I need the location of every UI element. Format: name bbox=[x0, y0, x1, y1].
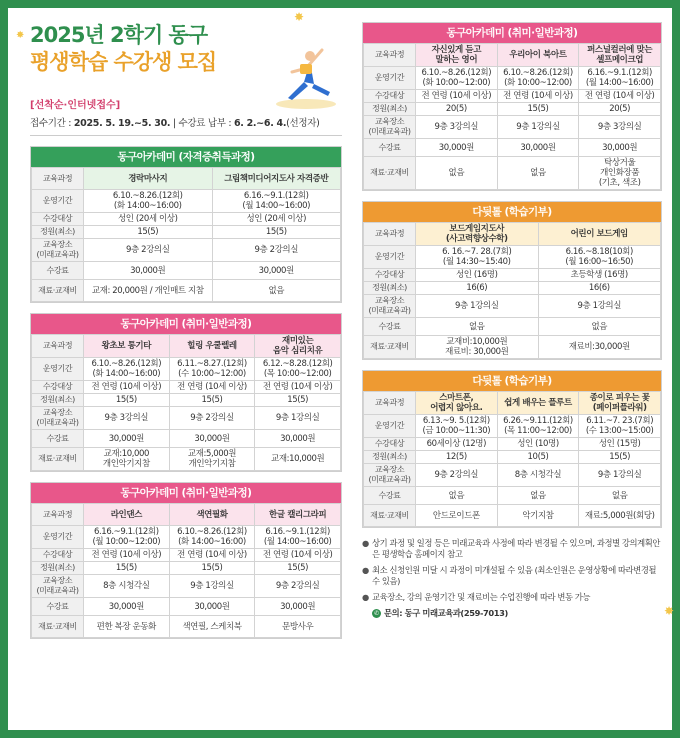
table-row bbox=[32, 598, 341, 616]
course-name: 보드게임지도사 (사고력향상수학) bbox=[416, 223, 539, 246]
table-row bbox=[364, 157, 661, 190]
table-row bbox=[32, 168, 341, 190]
table-cell: 15(5) bbox=[169, 394, 255, 407]
row-label: 교육장소 (미래교육과) bbox=[364, 464, 416, 487]
table-cell: 전 연령 (10세 이상) bbox=[579, 90, 661, 103]
table-cell: 6.10.~8.26.(12회) (화 14:00~16:00) bbox=[84, 358, 170, 381]
row-label: 교육과정 bbox=[364, 44, 416, 67]
table-cell: 15(5) bbox=[497, 103, 579, 116]
contact-line: ✆ 문의: 동구 미래교육과(259-7013) bbox=[362, 608, 662, 619]
row-label: 교육장소 (미래교육과) bbox=[32, 239, 84, 262]
table-cell: 15(5) bbox=[84, 226, 213, 239]
table-row bbox=[32, 562, 341, 575]
course-name: 그림책미디어지도사 자격증반 bbox=[212, 168, 341, 190]
row-label: 정원(최소) bbox=[364, 282, 416, 295]
table-row bbox=[364, 392, 661, 415]
row-label: 재료·교재비 bbox=[32, 616, 84, 638]
table-cell: 30,000원 bbox=[84, 598, 170, 616]
table-cell: 탁상거울 개인화장품 (기초, 색조) bbox=[579, 157, 661, 190]
table-cell: 9층 1강의실 bbox=[579, 464, 661, 487]
table-cell: 6.10.~8.26.(12회) (화 10:00~12:00) bbox=[416, 67, 498, 90]
table-row bbox=[364, 415, 661, 438]
table-cell: 8층 시청각실 bbox=[84, 575, 170, 598]
table-row bbox=[32, 239, 341, 262]
table-cell: 15(5) bbox=[169, 562, 255, 575]
table-cell: 15(5) bbox=[255, 562, 341, 575]
course-name: 힐링 우쿨렐레 bbox=[169, 335, 255, 358]
table-cell: 6.16.~9.1.(12회) (월 14:00~16:00) bbox=[255, 526, 341, 549]
row-label: 교육과정 bbox=[32, 504, 84, 526]
table-row bbox=[364, 116, 661, 139]
section-title: 다뒷톨 (학습기부) bbox=[363, 371, 661, 391]
section-title: 동구아카데미 (취미·일반과정) bbox=[31, 483, 341, 503]
table-row bbox=[32, 335, 341, 358]
table-cell: 6.16.~9.1.(12회) (월 10:00~12:00) bbox=[84, 526, 170, 549]
table-cell: 6.16.~9.1.(12회) (월 14:00~16:00) bbox=[579, 67, 661, 90]
phone-icon: ✆ bbox=[372, 609, 381, 618]
section-card bbox=[362, 22, 662, 191]
row-label: 교육과정 bbox=[364, 392, 416, 415]
table-cell: 초등학생 (16명) bbox=[538, 269, 661, 282]
table-row bbox=[32, 381, 341, 394]
table-row bbox=[32, 549, 341, 562]
table-row bbox=[364, 464, 661, 487]
table-cell: 없음 bbox=[416, 318, 539, 336]
row-label: 운영기간 bbox=[32, 358, 84, 381]
row-label: 정원(최소) bbox=[32, 562, 84, 575]
row-label: 수강대상 bbox=[32, 381, 84, 394]
bullet-icon: ● bbox=[362, 592, 369, 602]
table-row bbox=[364, 44, 661, 67]
table-cell: 전 연령 (10세 이상) bbox=[255, 381, 341, 394]
row-label: 수강대상 bbox=[364, 269, 416, 282]
section-card bbox=[30, 313, 342, 472]
course-name: 색연필화 bbox=[169, 504, 255, 526]
row-label: 수강대상 bbox=[32, 213, 84, 226]
table-cell: 성인 (20세 이상) bbox=[212, 213, 341, 226]
course-name: 종이로 피우는 꽃 (페이퍼플라워) bbox=[579, 392, 661, 415]
course-name: 한글 캘리그라피 bbox=[255, 504, 341, 526]
table-row bbox=[364, 90, 661, 103]
table-row bbox=[32, 394, 341, 407]
section-title: 동구아카데미 (취미·일반과정) bbox=[363, 23, 661, 43]
course-name: 경락마사지 bbox=[84, 168, 213, 190]
course-name: 어린이 보드게임 bbox=[538, 223, 661, 246]
row-label: 운영기간 bbox=[32, 190, 84, 213]
note-item: ● 상기 과정 및 일정 등은 미래교육과 사정에 따라 변경될 수 있으며, 과정별 강의계획안 은 평생학습 홈페이지 참고 bbox=[362, 538, 660, 559]
table-cell: 없음 bbox=[416, 157, 498, 190]
table-cell: 30,000원 bbox=[169, 430, 255, 448]
table-cell: 전 연령 (10세 이상) bbox=[416, 90, 498, 103]
table-cell: 9층 2강의실 bbox=[212, 239, 341, 262]
table-cell: 전 연령 (10세 이상) bbox=[84, 381, 170, 394]
section-card bbox=[30, 146, 342, 303]
table-cell: 재료비:30,000원 bbox=[538, 336, 661, 359]
table-cell: 15(5) bbox=[212, 226, 341, 239]
table-row bbox=[364, 438, 661, 451]
table-cell: 6.16.~9.1.(12회) (월 14:00~16:00) bbox=[212, 190, 341, 213]
table-cell: 30,000원 bbox=[497, 139, 579, 157]
table-cell: 30,000원 bbox=[84, 430, 170, 448]
table-cell: 6.11.~8.27.(12회) (수 10:00~12:00) bbox=[169, 358, 255, 381]
star-icon: ✸ bbox=[294, 10, 305, 24]
table-row bbox=[364, 269, 661, 282]
star-icon: ✸ bbox=[16, 30, 25, 41]
table-cell: 편한 복장 운동화 bbox=[84, 616, 170, 638]
row-label: 운영기간 bbox=[364, 415, 416, 438]
table-row bbox=[32, 430, 341, 448]
course-name: 자신있게 듣고 말하는 영어 bbox=[416, 44, 498, 67]
row-label: 수강료 bbox=[364, 487, 416, 505]
row-label: 재료·교재비 bbox=[32, 280, 84, 302]
table-cell: 성인 (15명) bbox=[579, 438, 661, 451]
row-label: 교육과정 bbox=[32, 168, 84, 190]
course-table bbox=[363, 43, 661, 190]
table-cell: 15(5) bbox=[84, 562, 170, 575]
table-row bbox=[32, 448, 341, 471]
table-cell: 16(6) bbox=[538, 282, 661, 295]
course-table bbox=[31, 167, 341, 302]
row-label: 수강대상 bbox=[364, 438, 416, 451]
row-label: 수강대상 bbox=[364, 90, 416, 103]
left-column bbox=[30, 22, 342, 639]
table-cell: 30,000원 bbox=[255, 430, 341, 448]
table-row bbox=[364, 139, 661, 157]
table-row bbox=[32, 616, 341, 638]
table-cell: 6.10.~8.26.(12회) (화 14:00~16:00) bbox=[84, 190, 213, 213]
table-cell: 30,000원 bbox=[84, 262, 213, 280]
table-row bbox=[32, 262, 341, 280]
table-cell: 8층 시청각실 bbox=[497, 464, 579, 487]
table-cell: 6.12.~8.28.(12회) (목 10:00~12:00) bbox=[255, 358, 341, 381]
table-cell: 6.10.~8.26.(12회) (화 10:00~12:00) bbox=[497, 67, 579, 90]
row-label: 교육장소 (미래교육과) bbox=[364, 116, 416, 139]
table-cell: 없음 bbox=[497, 157, 579, 190]
table-cell: 색연필, 스케치북 bbox=[169, 616, 255, 638]
table-row bbox=[32, 280, 341, 302]
table-row bbox=[32, 575, 341, 598]
table-cell: 12(5) bbox=[416, 451, 498, 464]
row-label: 재료·교재비 bbox=[364, 336, 416, 359]
course-table bbox=[31, 503, 341, 638]
title-line-2: 평생학습 수강생 모집 bbox=[30, 50, 217, 74]
row-label: 수강료 bbox=[32, 598, 84, 616]
course-table bbox=[31, 334, 341, 471]
period-info: 접수기간 : 2025. 5. 19.~5. 30. | 수강료 납부 : 6. 2.~6. 4.(선정자) bbox=[30, 115, 342, 136]
course-name: 퍼스널컬러에 맞는 셀프메이크업 bbox=[579, 44, 661, 67]
row-label: 정원(최소) bbox=[32, 394, 84, 407]
table-row bbox=[364, 451, 661, 464]
table-cell: 9층 2강의실 bbox=[169, 407, 255, 430]
table-cell: 없음 bbox=[416, 487, 498, 505]
bullet-icon: ● bbox=[362, 538, 369, 548]
row-label: 수강대상 bbox=[32, 549, 84, 562]
table-row bbox=[32, 407, 341, 430]
section-card bbox=[362, 370, 662, 528]
row-label: 교육과정 bbox=[364, 223, 416, 246]
table-cell: 전 연령 (10세 이상) bbox=[84, 549, 170, 562]
table-row bbox=[364, 295, 661, 318]
table-cell: 6.11.~7. 23.(7회) (수 13:00~15:00) bbox=[579, 415, 661, 438]
section-title: 동구아카데미 (취미·일반과정) bbox=[31, 314, 341, 334]
table-cell: 30,000원 bbox=[169, 598, 255, 616]
table-row bbox=[364, 246, 661, 269]
table-cell: 20(5) bbox=[416, 103, 498, 116]
row-label: 재료·교재비 bbox=[364, 505, 416, 527]
table-cell: 9층 1강의실 bbox=[497, 116, 579, 139]
table-cell: 9층 2강의실 bbox=[84, 239, 213, 262]
row-label: 교육장소 (미래교육과) bbox=[32, 575, 84, 598]
table-cell: 6.13.~9. 5.(12회) (금 10:00~11:30) bbox=[416, 415, 498, 438]
table-cell: 15(5) bbox=[579, 451, 661, 464]
table-cell: 없음 bbox=[212, 280, 341, 302]
course-name: 라인댄스 bbox=[84, 504, 170, 526]
course-name: 우리아이 북아트 bbox=[497, 44, 579, 67]
table-cell: 9층 1강의실 bbox=[416, 295, 539, 318]
table-cell: 30,000원 bbox=[212, 262, 341, 280]
table-cell: 성인 (10명) bbox=[497, 438, 579, 451]
course-name: 재미있는 음악 심리치유 bbox=[255, 335, 341, 358]
table-cell: 10(5) bbox=[497, 451, 579, 464]
table-row bbox=[364, 282, 661, 295]
table-cell: 교재:5,000원 개인악기지참 bbox=[169, 448, 255, 471]
right-column bbox=[362, 22, 662, 619]
row-label: 수강료 bbox=[32, 430, 84, 448]
table-cell: 9층 3강의실 bbox=[579, 116, 661, 139]
course-name: 왕초보 통기타 bbox=[84, 335, 170, 358]
course-table bbox=[363, 222, 661, 359]
table-row bbox=[32, 526, 341, 549]
row-label: 수강료 bbox=[364, 139, 416, 157]
table-cell: 9층 1강의실 bbox=[169, 575, 255, 598]
table-cell: 9층 1강의실 bbox=[255, 407, 341, 430]
table-cell: 성인 (20세 이상) bbox=[84, 213, 213, 226]
row-label: 교육과정 bbox=[32, 335, 84, 358]
table-cell: 전 연령 (10세 이상) bbox=[169, 549, 255, 562]
row-label: 운영기간 bbox=[32, 526, 84, 549]
row-label: 운영기간 bbox=[364, 67, 416, 90]
table-cell: 30,000원 bbox=[416, 139, 498, 157]
table-cell: 16(6) bbox=[416, 282, 539, 295]
table-cell: 9층 2강의실 bbox=[416, 464, 498, 487]
row-label: 교육장소 (미래교육과) bbox=[364, 295, 416, 318]
section-title: 다뒷톨 (학습기부) bbox=[363, 202, 661, 222]
table-row bbox=[364, 223, 661, 246]
table-cell: 9층 3강의실 bbox=[84, 407, 170, 430]
row-label: 운영기간 bbox=[364, 246, 416, 269]
table-cell: 30,000원 bbox=[579, 139, 661, 157]
section-card bbox=[30, 482, 342, 639]
table-cell: 안드로이드폰 bbox=[416, 505, 498, 527]
table-cell: 30,000원 bbox=[255, 598, 341, 616]
table-row bbox=[32, 213, 341, 226]
table-cell: 15(5) bbox=[84, 394, 170, 407]
table-cell: 6.10.~8.26.(12회) (화 14:00~16:00) bbox=[169, 526, 255, 549]
course-table bbox=[363, 391, 661, 527]
table-cell: 없음 bbox=[538, 318, 661, 336]
table-cell: 없음 bbox=[579, 487, 661, 505]
table-row bbox=[364, 67, 661, 90]
table-row bbox=[32, 358, 341, 381]
row-label: 수강료 bbox=[364, 318, 416, 336]
course-name: 스마트폰, 어렵지 않아요. bbox=[416, 392, 498, 415]
table-cell: 전 연령 (10세 이상) bbox=[169, 381, 255, 394]
row-label: 교육장소 (미래교육과) bbox=[32, 407, 84, 430]
table-row bbox=[32, 504, 341, 526]
table-cell: 15(5) bbox=[255, 394, 341, 407]
row-label: 수강료 bbox=[32, 262, 84, 280]
table-row bbox=[364, 505, 661, 527]
table-cell: 6.16.~8.18(10회) (월 16:00~16:50) bbox=[538, 246, 661, 269]
table-row bbox=[364, 318, 661, 336]
table-cell: 60세이상 (12명) bbox=[416, 438, 498, 451]
yoga-figure-illustration bbox=[270, 42, 342, 112]
row-label: 정원(최소) bbox=[32, 226, 84, 239]
row-label: 재료·교재비 bbox=[364, 157, 416, 190]
table-cell: 없음 bbox=[497, 487, 579, 505]
note-item: ● 최소 신청인원 미달 시 과정이 미개설될 수 있음 (최소인원은 운영상황에 따라변경될 수 있음) bbox=[362, 565, 657, 586]
table-cell: 전 연령 (10세 이상) bbox=[497, 90, 579, 103]
table-row bbox=[32, 190, 341, 213]
table-cell: 9층 3강의실 bbox=[416, 116, 498, 139]
table-row bbox=[364, 336, 661, 359]
section-card bbox=[362, 201, 662, 360]
note-item: ● 교육장소, 강의 운영기간 및 재료비는 수업진행에 따라 변동 가능 bbox=[362, 592, 591, 602]
row-label: 정원(최소) bbox=[364, 451, 416, 464]
table-cell: 전 연령 (10세 이상) bbox=[255, 549, 341, 562]
course-name: 쉽게 배우는 플루트 bbox=[497, 392, 579, 415]
table-cell: 20(5) bbox=[579, 103, 661, 116]
star-icon: ✸ bbox=[664, 604, 675, 618]
table-cell: 교재: 20,000원 / 개인매트 지참 bbox=[84, 280, 213, 302]
table-cell: 성인 (16명) bbox=[416, 269, 539, 282]
row-label: 재료·교재비 bbox=[32, 448, 84, 471]
table-cell: 문방사우 bbox=[255, 616, 341, 638]
bullet-icon: ● bbox=[362, 565, 369, 575]
row-label: 정원(최소) bbox=[364, 103, 416, 116]
table-cell: 재료:5,000원(회당) bbox=[579, 505, 661, 527]
table-row bbox=[364, 487, 661, 505]
table-cell: 9층 1강의실 bbox=[538, 295, 661, 318]
title-line-1: 2025년 2학기 동구 bbox=[30, 23, 208, 47]
table-cell: 6.26.~9.11.(12회) (목 11:00~12:00) bbox=[497, 415, 579, 438]
section-title: 동구아카데미 (자격증취득과정) bbox=[31, 147, 341, 167]
notes-block bbox=[362, 538, 662, 619]
table-cell: 교재:10,000 개인악기지참 bbox=[84, 448, 170, 471]
table-cell: 6. 16.~7. 28.(7회) (월 14:30~15:40) bbox=[416, 246, 539, 269]
table-cell: 9층 2강의실 bbox=[255, 575, 341, 598]
table-cell: 교재비:10,000원 재료비: 30,000원 bbox=[416, 336, 539, 359]
table-cell: 교재:10,000원 bbox=[255, 448, 341, 471]
table-row bbox=[364, 103, 661, 116]
table-row bbox=[32, 226, 341, 239]
table-cell: 악기지참 bbox=[497, 505, 579, 527]
notice-text: [선착순·인터넷접수] bbox=[30, 100, 121, 111]
